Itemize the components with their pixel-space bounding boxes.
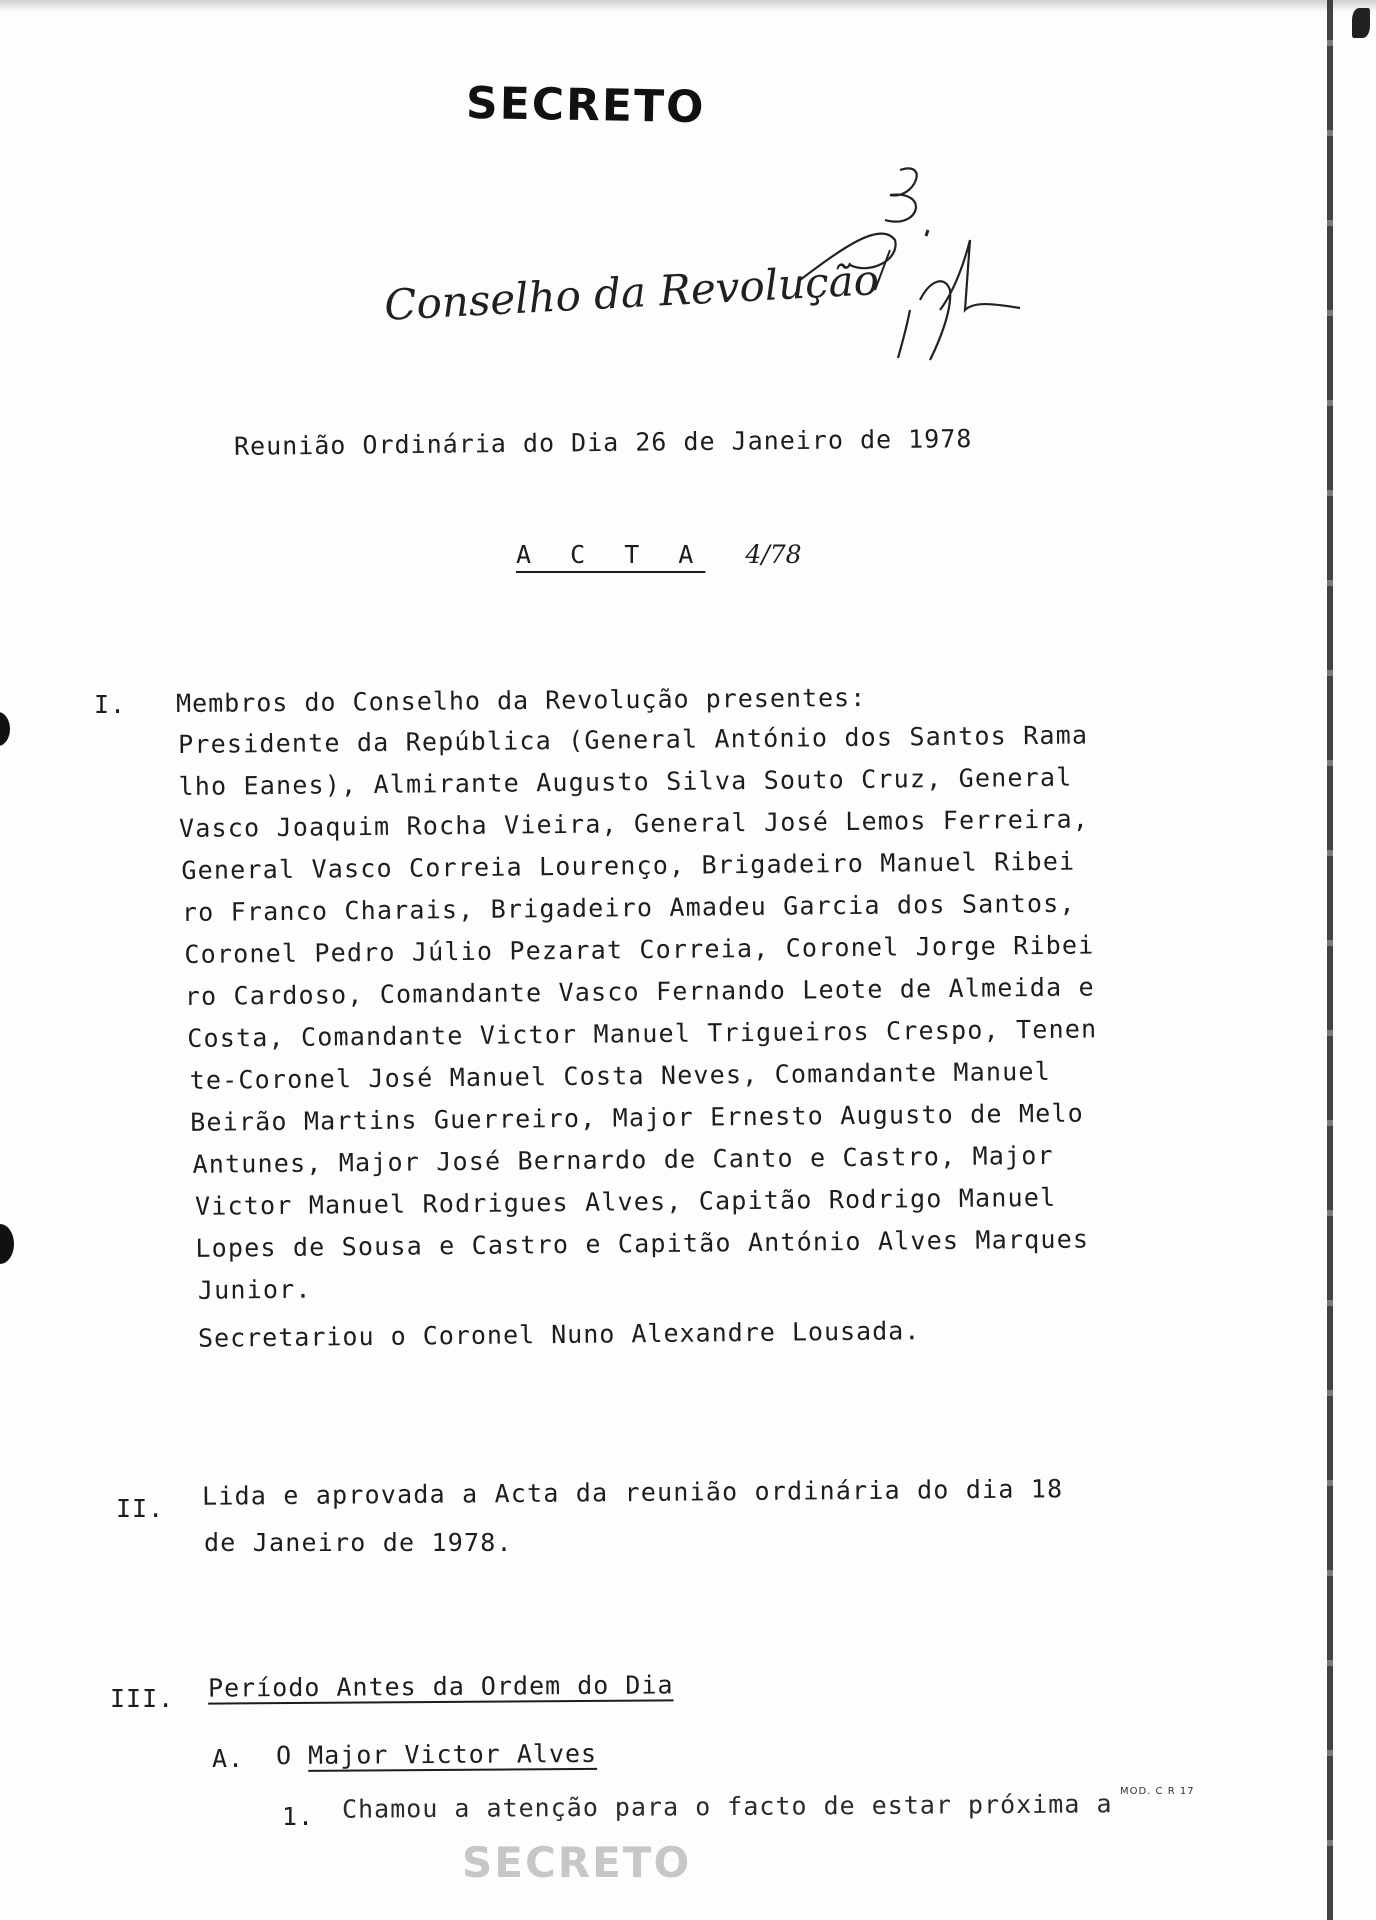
acta-header (516, 540, 802, 569)
section-3-heading: Período Antes da Ordem do Dia (207, 1670, 674, 1703)
scan-top-edge (0, 0, 1376, 12)
punch-hole-top (0, 712, 10, 746)
members-line: Beirão Martins Guerreiro, Major Ernesto Augusto de Melo (189, 1098, 1085, 1137)
secret-stamp: SECRETO (465, 77, 706, 134)
members-line: Vasco Joaquim Rocha Vieira, General José Lemos Ferreira, (178, 804, 1090, 843)
meeting-title: Reunião Ordinária do Dia 26 de Janeiro de 1978 (233, 424, 973, 461)
scan-corner-mark (1352, 8, 1370, 38)
council-letterhead: Conselho da Revolução (383, 255, 881, 330)
item-text: Chamou a atenção para o facto de estar próxima a (341, 1789, 1113, 1824)
members-line: ro Cardoso, Comandante Vasco Fernando Leote de Almeida e (184, 972, 1095, 1011)
subsection-heading: Major Victor Alves (308, 1738, 598, 1770)
punch-hole-bottom (0, 1224, 14, 1264)
members-line: te-Coronel José Manuel Costa Neves, Comandante Manuel (189, 1056, 1052, 1095)
section-1-numeral: I. (94, 690, 127, 719)
section-1-heading: Membros do Conselho da Revolução presentes: (175, 682, 867, 719)
section-2-numeral: II. (116, 1494, 165, 1523)
members-line: Costa, Comandante Victor Manuel Trigueiros Crespo, Tenen (187, 1014, 1098, 1053)
section-2-line: de Janeiro de 1978. (204, 1528, 513, 1557)
subsection-a-title (276, 1739, 597, 1770)
scan-right-edge (1327, 0, 1333, 1920)
members-line: Coronel Pedro Júlio Pezarat Correia, Coronel Jorge Ribei (184, 930, 1095, 969)
section-2-line: Lida e aprovada a Acta da reunião ordinária do dia 18 (201, 1474, 1064, 1511)
members-line: Junior. (197, 1274, 312, 1305)
members-line: General Vasco Correia Lourenço, Brigadeiro Manuel Ribei (181, 846, 1076, 885)
footer-secret-stamp: SECRETO (462, 1838, 692, 1887)
members-line: Lopes de Sousa e Castro e Capitão António Alves Marques (195, 1224, 1090, 1263)
members-line: ro Franco Charais, Brigadeiro Amadeu Garcia dos Santos, (181, 888, 1076, 927)
members-line: Antunes, Major José Bernardo de Canto e Castro, Major (192, 1140, 1054, 1179)
subsection-prefix: O (275, 1741, 293, 1771)
subsection-letter: A. (212, 1744, 245, 1773)
members-line: Victor Manuel Rodrigues Alves, Capitão Rodrigo Manuel (194, 1182, 1057, 1221)
secretary-line: Secretariou o Coronel Nuno Alexandre Lousada. (197, 1316, 921, 1353)
acta-label: A C T A (516, 540, 706, 569)
form-code: MOD. C R 17 (1120, 1786, 1195, 1797)
item-number: 1. (282, 1802, 315, 1831)
members-line: lho Eanes), Almirante Augusto Silva Souto Cruz, General (178, 762, 1073, 801)
acta-number: 4/78 (745, 540, 802, 569)
subsection-a (212, 1744, 244, 1773)
section-3-numeral: III. (110, 1684, 175, 1713)
members-line: Presidente da República (General António dos Santos Rama (178, 720, 1089, 759)
